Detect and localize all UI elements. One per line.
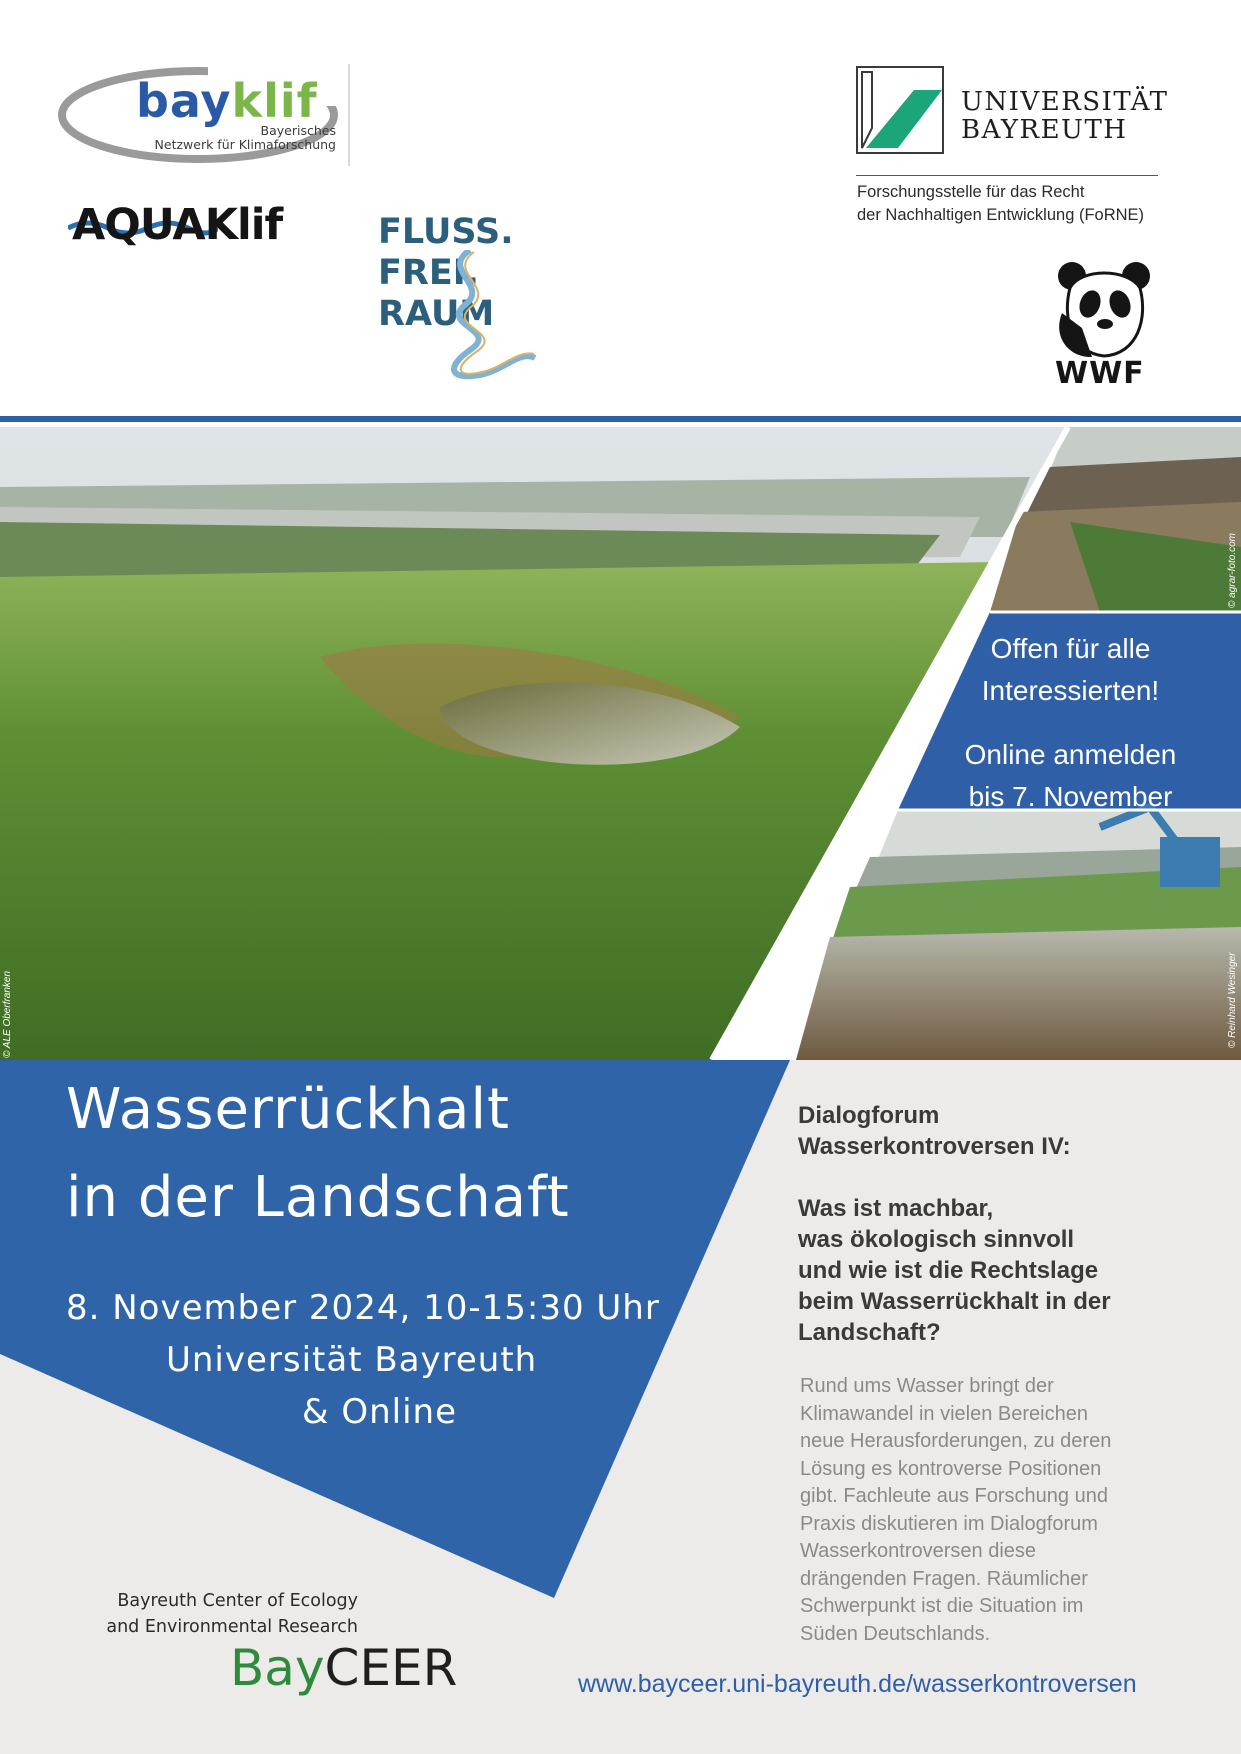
logo-divider (348, 64, 350, 166)
aquaklif-logo: AQUAKlif (72, 200, 283, 250)
event-website-link[interactable]: www.bayceer.uni-bayreuth.de/wasserkontroversen (578, 1670, 1137, 1698)
event-details (66, 1282, 686, 1438)
photo-credit-bottom-right: © Reinhard Wesinger (1227, 952, 1238, 1048)
uni-bayreuth-name: UNIVERSITÄT BAYREUTH (961, 87, 1169, 145)
photo-credit-top-right: © agrar-foto.com (1227, 533, 1238, 608)
bayklif-subtitle: Bayerisches Netzwerk für Klimaforschung (154, 123, 336, 152)
event-mode: & Online (302, 1392, 457, 1432)
uni-bayreuth-logo-mark (856, 66, 944, 154)
bayklif-logo: bayklif (136, 74, 318, 128)
event-date: 8. November 2024, 10-15:30 Uhr (66, 1288, 660, 1328)
wwf-panda-icon (1052, 258, 1156, 358)
flussfreiraum-logo: FLUSS. FREI. RAUM (378, 212, 514, 334)
header-rule (0, 416, 1241, 422)
photo-credit-main: © ALE Oberfranken (2, 970, 13, 1058)
event-description: Rund ums Wasser bringt der Klimawandel in vielen Bereichen neue Herausforderungen, zu deren Lösung es kontroverse Positionen gibt. Fachleute aus Forschung und Praxis diskutieren im Dialogforum Wasserkontroversen diese drängenden Fragen. Räumlicher Schwerpunkt ist die Situation im Süden Deutschlands. (800, 1375, 1112, 1645)
event-title: Wasserrückhalt in der Landschaft (66, 1077, 570, 1230)
forne-text: Forschungsstelle für das Recht der Nachhaltigen Entwicklung (FoRNE) (857, 183, 1145, 224)
registration-callout: Offen für alle Interessierten! Online anmelden bis 7. November (964, 633, 1177, 812)
forne-rule (856, 175, 1158, 176)
forum-heading: Dialogforum Wasserkontroversen IV: Was ist machbar, was ökologisch sinnvoll und wie ist die Rechtslage beim Wasserrückhalt in der Landschaft? (798, 1102, 1111, 1346)
event-place: Universität Bayreuth (166, 1340, 538, 1380)
bayceer-logo: BayCEER (230, 1639, 458, 1697)
river-icon (430, 250, 540, 385)
wwf-logo: WWF (1055, 356, 1145, 391)
bayceer-subtitle: Bayreuth Center of Ecology and Environmental Research (106, 1591, 358, 1637)
